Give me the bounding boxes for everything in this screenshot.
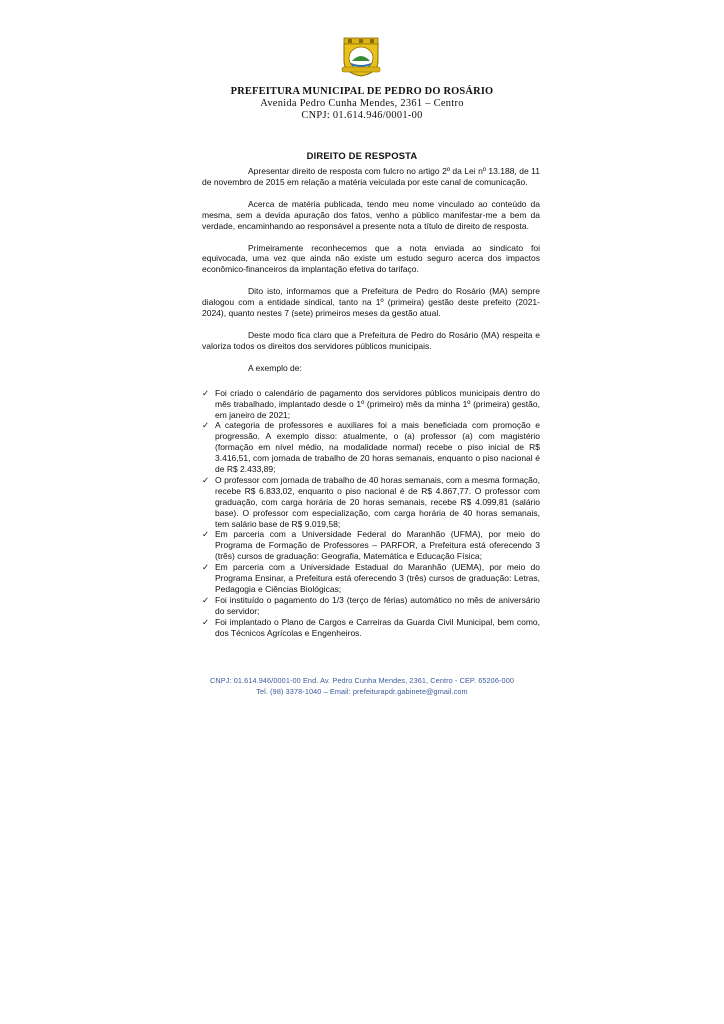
footer-address: CNPJ: 01.614.946/0001-00 End. Av. Pedro Cunha Mendes, 2361, Centro - CEP. 65206-000: [209, 676, 515, 685]
list-item-text: Em parceria com a Universidade Estadual do Maranhão (UEMA), por meio do Programa Ensinar, a Prefeitura está oferecendo 3 (três) cursos de graduação: Letras, Pedagogia e Ciências Biológicas;: [215, 562, 540, 594]
checkmark-icon: ✓: [202, 594, 210, 605]
list-item: [202, 475, 540, 530]
paragraph: Dito isto, informamos que a Prefeitura de Pedro do Rosário (MA) sempre dialogou com a entidade sindical, tanto na 1º (primeira) gestão deste prefeito (2021-2024), quanto nestes 7 (sete) primeiros meses da gestão atual.: [202, 286, 540, 319]
municipality-cnpj: CNPJ: 01.614.946/0001-00: [301, 110, 423, 121]
letterhead: [0, 86, 724, 122]
list-item: [202, 617, 540, 639]
checkmark-icon: ✓: [202, 529, 210, 540]
list-item-text: O professor com jornada de trabalho de 40 horas semanais, com a mesma formação, recebe R$ 6.833,02, enquanto o piso nacional é de R$ 4.867,77. O professor com graduação, com carga horária de 20 horas semanais, recebe R$ 4.099,81 (salário base). O professor com especialização, com carga horária de 40 horas semanais, tem salário base de R$ 9.019,58;: [215, 474, 540, 529]
list-item-text: Em parceria com a Universidade Federal do Maranhão (UFMA), por meio do Programa de Formação de Professores – PARFOR, a Prefeitura está oferecendo 3 (três) cursos de graduação: Geografia, Matemática e Educação Física;: [215, 529, 540, 562]
list-item-text: Foi criado o calendário de pagamento dos servidores públicos municipais dentro do mês trabalhado, implantado desde o 1º (primeiro) mês da minha 1º (primeira) gestão, em janeiro de 2021;: [215, 387, 540, 420]
paragraph: A exemplo de:: [248, 362, 302, 373]
municipality-address: Avenida Pedro Cunha Mendes, 2361 – Centro: [260, 98, 464, 109]
list-item: [202, 529, 540, 562]
document-body: [202, 166, 540, 639]
footer-contact: Tel. (98) 3378-1040 – Email: prefeiturapdr.gabinete@gmail.com: [256, 686, 468, 696]
municipality-name: PREFEITURA MUNICIPAL DE PEDRO DO ROSÁRIO: [230, 86, 494, 97]
checkmark-icon: ✓: [202, 387, 210, 398]
achievements-list: [202, 388, 540, 639]
list-item-text: A categoria de professores e auxiliares foi a mais beneficiada com promoção e progressão. A exemplo disso: atualmente, o (a) professor (a) com magistério (formação em nível médio, na modalidade normal) recebe o piso inicial de R$ 3.416,51, com jornada de trabalho de 20 horas semanais, enquanto o piso nacional é de R$ 2.433,89;: [215, 420, 540, 475]
list-item-text: Foi implantado o Plano de Cargos e Carreiras da Guarda Civil Municipal, bem como, dos Técnicos Agrícolas e Engenheiros.: [215, 616, 540, 638]
checkmark-icon: ✓: [202, 474, 210, 485]
list-item: [202, 562, 540, 595]
checkmark-icon: ✓: [202, 420, 210, 431]
list-item: [202, 388, 540, 421]
paragraph: Primeiramente reconhecemos que a nota enviada ao sindicato foi equivocada, uma vez que ainda não existe um estudo seguro acerca dos impactos econômico-financeiros da implantação efetiva do tarifaço.: [202, 242, 540, 275]
municipal-crest-icon: [340, 37, 382, 77]
checkmark-icon: ✓: [202, 562, 210, 573]
paragraph: Apresentar direito de resposta com fulcro no artigo 2º da Lei nº 13.188, de 11 de novembro de 2015 em relação a matéria veiculada por este canal de comunicação.: [202, 166, 540, 187]
list-item-text: Foi instituído o pagamento do 1/3 (terço de férias) automático no mês de aniversário do servidor;: [215, 594, 540, 616]
page-footer: [0, 676, 724, 697]
document-title: DIREITO DE RESPOSTA: [306, 150, 418, 161]
paragraph: Deste modo fica claro que a Prefeitura de Pedro do Rosário (MA) respeita e valoriza todos os direitos dos servidores públicos municipais.: [202, 329, 540, 351]
list-item: [202, 420, 540, 475]
paragraph: Acerca de matéria publicada, tendo meu nome vinculado ao conteúdo da mesma, sem a devida apuração dos fatos, venho a público manifestar-me a bem da verdade, encaminhando ao responsável a presente nota a título de direito de resposta.: [202, 198, 540, 231]
list-item: [202, 595, 540, 617]
checkmark-icon: ✓: [202, 616, 210, 627]
